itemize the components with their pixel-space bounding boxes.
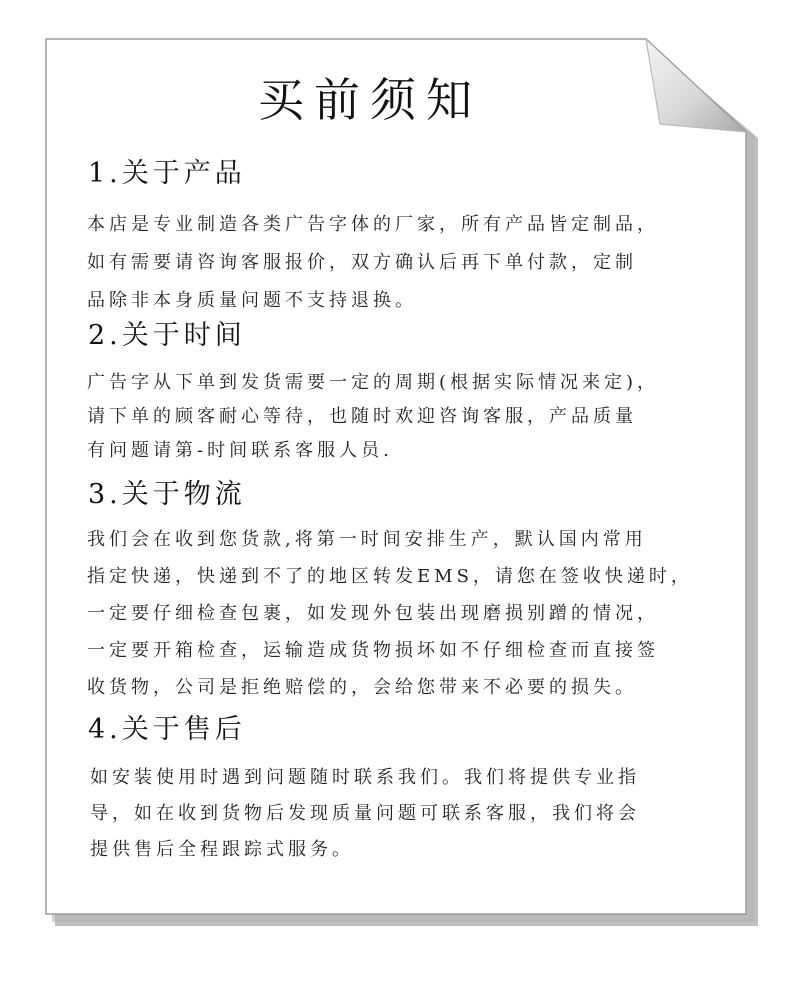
- section-heading-time: 2.关于时间: [88, 320, 246, 351]
- section-body-logistics: [87, 521, 693, 706]
- section-body-after-sales: [90, 760, 690, 868]
- section-heading-product: 1.关于产品: [88, 158, 246, 189]
- paragraph-line: 有问题请第-时间联系客服人员.: [87, 440, 393, 461]
- page-title: 买前须知: [258, 73, 482, 127]
- paragraph-line: 如安装使用时遇到问题随时联系我们。我们将提供专业指: [90, 767, 640, 788]
- paragraph-line: 指定快递，快递到不了的地区转发EMS，请您在签收快递时，: [87, 566, 693, 587]
- section-body-time: [87, 366, 687, 468]
- paragraph-line: 请下单的顾客耐心等待，也随时欢迎咨询客服，产品质量: [87, 406, 637, 427]
- paragraph-line: 本店是专业制造各类广告字体的厂家，所有产品皆定制品，: [87, 214, 659, 235]
- paragraph-line: 一定要开箱检查，运输造成货物损坏如不仔细检查而直接签: [87, 640, 659, 661]
- paragraph-line: 我们会在收到您货款,将第一时间安排生产，默认国内常用: [87, 529, 647, 550]
- section-body-product: [87, 206, 687, 320]
- paragraph-line: 如有需要请咨询客服报价，双方确认后再下单付款，定制: [87, 252, 637, 273]
- paragraph-line: 提供售后全程跟踪式服务。: [90, 839, 354, 860]
- section-heading-after-sales: 4.关于售后: [88, 714, 246, 745]
- paragraph-line: 广告字从下单到发货需要一定的周期(根据实际情况来定)，: [87, 372, 660, 393]
- paragraph-line: 收货物，公司是拒绝赔偿的，会给您带来不必要的损失。: [87, 677, 637, 698]
- paragraph-line: 导，如在收到货物后发现质量问题可联系客服，我们将会: [90, 803, 640, 824]
- paragraph-line: 一定要仔细检查包裹，如发现外包装出现磨损别蹭的情况，: [87, 603, 659, 624]
- section-heading-logistics: 3.关于物流: [88, 479, 246, 510]
- paragraph-line: 品除非本身质量问题不支持退换。: [87, 290, 417, 311]
